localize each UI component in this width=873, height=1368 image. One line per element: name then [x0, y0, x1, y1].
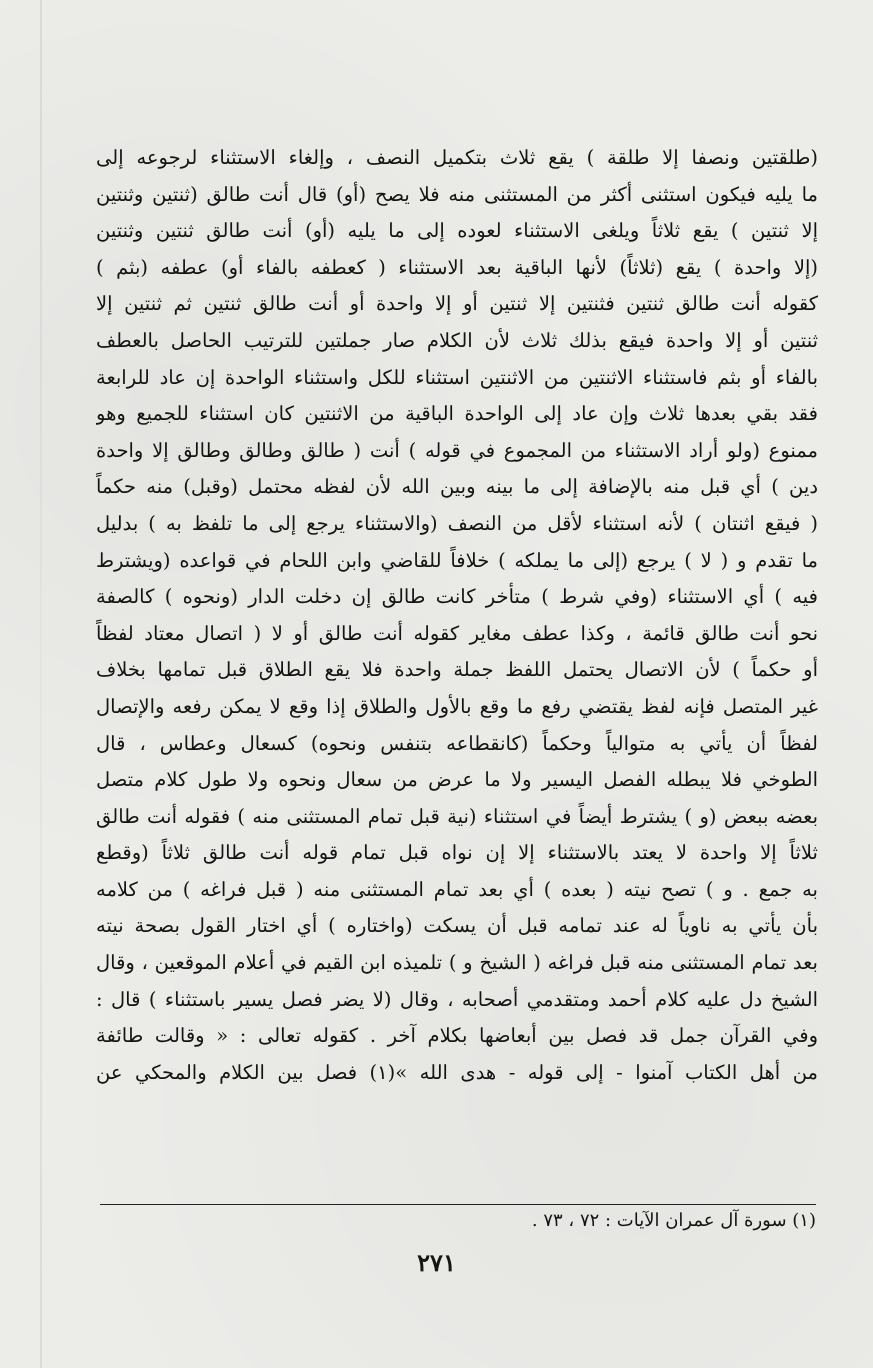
text-line: بأن يأتي به ناوياً له عند تمامه قبل أن يسكت (واختاره ) أي اختار القول بصحة نيته [96, 914, 818, 938]
body-text [96, 140, 818, 1091]
text-line: ثلاثاً إلا واحدة لا يعتد بالاستثناء إلا إن نواه قبل تمام قوله أنت طالق ثلاثاً (وقطع [96, 841, 818, 865]
text-line: لفظاً أن يأتي به متوالياً وحكماً (كانقطاعه بتنفس ونحوه) كسعال وعطاس ، قال [96, 731, 818, 755]
text-line: ( فيقع اثنتان ) لأنه استثناء لأقل من النصف (والاستثناء يرجع إلى ما تلفظ به ) بدليل [96, 511, 818, 535]
text-line: (طلقتين ونصفا إلا طلقة ) يقع ثلاث بتكميل النصف ، وإلغاء الاستثناء لرجوعه إلى [96, 146, 818, 169]
text-line: فقد بقي بعدها ثلاث وإن عاد إلى الواحدة الباقية من الاثنتين كان استثناء للجميع وهو [96, 402, 818, 426]
text-line: بعد تمام المستثنى منه قبل فراغه ( الشيخ و ) تلميذه ابن القيم في أعلام الموقعين ، وقال [96, 951, 818, 975]
text-line: من أهل الكتاب آمنوا - إلى قوله - هدى الله »(١) فصل بين الكلام والمحكي عن [96, 1060, 818, 1084]
text-line: (إلا واحدة ) يقع (ثلاثاً) لأنها الباقية بعد الاستثناء ( كعطفه بالفاء أو) عطفه (بثم ) [96, 255, 818, 279]
text-line: ممنوع (ولو أراد الاستثناء من المجموع في قوله ) أنت ( طالق وطالق وطالق إلا واحدة [96, 438, 818, 462]
text-line: أو حكماً ) لأن الاتصال يحتمل اللفظ جملة واحدة فلا يقع الطلاق قبل تمامها بخلاف [96, 658, 818, 682]
text-line: نحو أنت طالق قائمة ، وكذا عطف مغاير كقوله أنت طالق أو لا ( اتصال معتاد لفظاً [96, 621, 818, 645]
footnote-divider [100, 1204, 816, 1205]
text-line: الشيخ دل عليه كلام أحمد ومتقدمي أصحابه ، وقال (لا يضر فصل يسير باستثناء ) قال : [96, 987, 818, 1011]
text-line: ما تقدم و ( لا ) يرجع (إلى ما يملكه ) خلافاً للقاضي وابن اللحام في قواعده (ويشترط [96, 548, 818, 572]
text-line: غير المتصل فإنه لفظ يقتضي رفع ما وقع بالأول والطلاق إذا وقع لا يمكن رفعه والإتصال [96, 694, 818, 718]
text-line: كقوله أنت طالق ثنتين فثنتين إلا ثنتين أو إلا واحدة أو أنت طالق ثنتين ثم ثنتين إلا [96, 292, 818, 316]
page-spine-shadow [40, 0, 42, 1368]
text-line: به جمع . و ) تصح نيته ( بعده ) أي بعد تمام المستثنى منه ( قبل فراغه ) من كلامه [96, 877, 818, 901]
text-line: وفي القرآن جمل قد فصل بين أبعاضها بكلام آخر . كقوله تعالى : « وقالت طائفة [96, 1024, 818, 1048]
text-line: الطوخي فلا يبطله الفصل اليسير ولا ما عرض من سعال ونحوه ولا طول كلام متصل [96, 768, 818, 792]
text-line: إلا ثنتين ) يقع ثلاثاً ويلغى الاستثناء لعوده إلى ما يليه (أو) أنت طالق ثنتين وثنتين [96, 219, 818, 243]
text-line: بالفاء أو بثم فاستثناء الاثنتين من الاثنتين استثناء للكل واستثناء الواحدة إن عاد للرابعة [96, 365, 818, 389]
text-line: ثنتين أو إلا واحدة فيقع بذلك ثلاث لأن الكلام صار جملتين للترتيب الحاصل بالعطف [96, 328, 818, 352]
page-number: ٢٧١ [417, 1248, 456, 1277]
text-line: بعضه ببعض (و ) يشترط أيضاً في استثناء (نية قبل تمام المستثنى منه ) فقوله أنت طالق [96, 804, 818, 828]
footnote: (١) سورة آل عمران الآيات : ٧٢ ، ٧٣ . [531, 1210, 816, 1231]
text-line: ما يليه فيكون استثنى أكثر من المستثنى منه فلا يصح (أو) قال أنت طالق (ثنتين وثنتين [96, 182, 818, 206]
text-line: فيه ) أي الاستثناء (وفي شرط ) متأخر كانت طالق إن دخلت الدار (ونحوه ) كالصفة [96, 585, 818, 609]
text-line: دين ) أي قبل منه بالإضافة إلى ما بينه وبين الله لأن لفظه محتمل (وقبل) منه حكماً [96, 475, 818, 499]
